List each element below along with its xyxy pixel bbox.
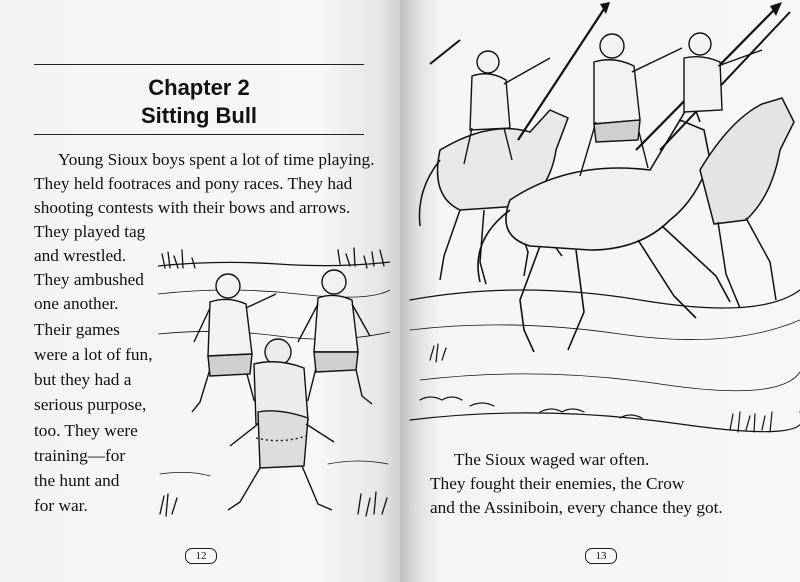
warriors-on-horseback-illustration	[400, 0, 800, 460]
caption-line: The Sioux waged war often.	[454, 450, 650, 469]
body-line: the hunt and	[34, 471, 120, 490]
chapter-title: Sitting Bull	[140, 103, 258, 128]
body-line: were a lot of fun,	[34, 345, 153, 364]
body-line: They played tag	[34, 222, 146, 241]
body-line: for war.	[34, 496, 88, 515]
bottom-rule	[34, 134, 364, 135]
body-line: shooting contests with their bows and arrows.	[34, 198, 351, 217]
body-line: They held footraces and pony races. They had	[34, 174, 353, 193]
caption-line: and the Assiniboin, every chance they got.	[430, 498, 723, 517]
body-line: Their games	[34, 320, 120, 339]
wrestling-boys-illustration	[158, 224, 390, 530]
body-line: but they had a	[34, 370, 132, 389]
body-line: and wrestled.	[34, 246, 127, 265]
chapter-label: Chapter 2	[148, 75, 250, 100]
caption-line: They fought their enemies, the Crow	[430, 474, 685, 493]
body-line: one another.	[34, 294, 119, 313]
page-number-right: 13	[585, 548, 617, 564]
top-rule	[34, 64, 364, 65]
body-line: Young Sioux boys spent a lot of time playing.	[58, 150, 375, 169]
right-page	[400, 0, 800, 582]
body-line: too. They were	[34, 421, 138, 440]
body-line: serious purpose,	[34, 395, 147, 414]
body-line: training—for	[34, 446, 126, 465]
chapter-heading	[34, 74, 364, 130]
body-line: They ambushed	[34, 270, 144, 289]
page-number-left: 12	[185, 548, 217, 564]
